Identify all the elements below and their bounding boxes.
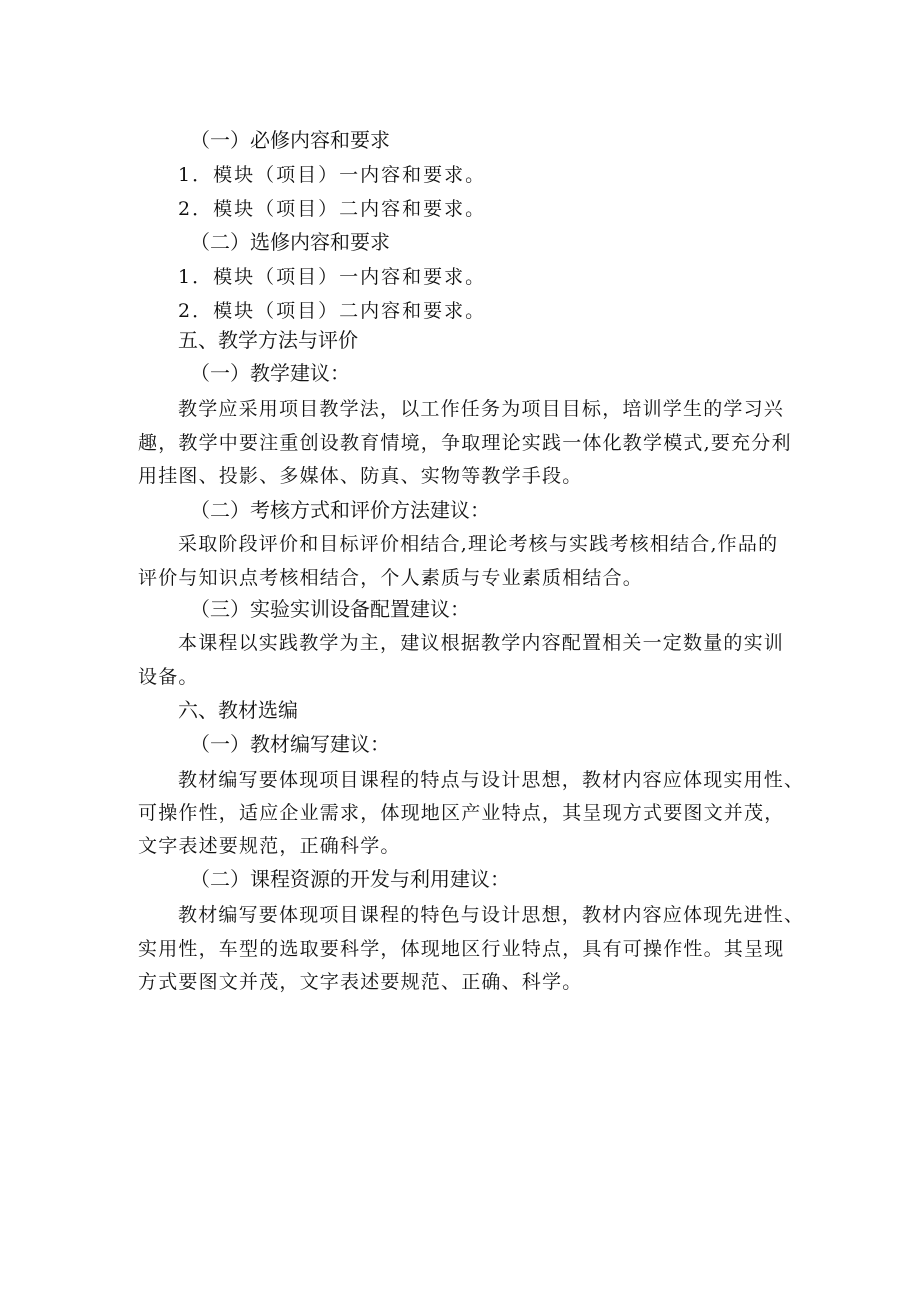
elective-module-item-2: 2．模块（项目）二内容和要求。	[178, 300, 487, 322]
section-heading-teaching-methods: 五、教学方法与评价	[178, 328, 358, 352]
paragraph-line: 教材编写要体现项目课程的特色与设计思想，教材内容应体现先进性、	[178, 904, 805, 926]
paragraph-line: 本课程以实践教学为主，建议根据教学内容配置相关一定数量的实训	[178, 632, 785, 654]
paragraph-line: 设备。	[138, 666, 199, 688]
required-module-item-2: 2．模块（项目）二内容和要求。	[178, 198, 487, 220]
paragraph-line: 用挂图、投影、多媒体、防真、实物等教学手段。	[138, 465, 583, 487]
subheading-assessment-suggestions: （二）考核方式和评价方法建议：	[190, 498, 490, 522]
paragraph-line: 文字表述要规范，正确科学。	[138, 835, 401, 857]
section-heading-textbook-selection: 六、教材选编	[178, 698, 298, 722]
paragraph-line: 趣，教学中要注重创设教育情境，争取理论实践一体化教学模式,要充分利	[138, 432, 792, 454]
paragraph-line: 采取阶段评价和目标评价相结合,理论考核与实践考核相结合,作品的	[178, 533, 779, 555]
paragraph-line: 教材编写要体现项目课程的特点与设计思想，教材内容应体现实用性、	[178, 769, 805, 791]
subheading-required-content: （一）必修内容和要求	[190, 128, 390, 152]
paragraph-line: 实用性，车型的选取要科学，体现地区行业特点，具有可操作性。其呈现	[138, 938, 785, 960]
paragraph-line: 方式要图文并茂，文字表述要规范、正确、科学。	[138, 971, 583, 993]
elective-module-item-1: 1．模块（项目）一内容和要求。	[178, 266, 487, 288]
required-module-item-1: 1．模块（项目）一内容和要求。	[178, 164, 487, 186]
subheading-textbook-writing: （一）教材编写建议：	[190, 732, 390, 756]
subheading-teaching-suggestions: （一）教学建议：	[190, 361, 350, 385]
paragraph-line: 评价与知识点考核相结合，个人素质与专业素质相结合。	[138, 567, 644, 589]
paragraph-line: 可操作性，适应企业需求，体现地区产业特点，其呈现方式要图文并茂，	[138, 802, 785, 824]
subheading-course-resources: （二）课程资源的开发与利用建议：	[190, 867, 510, 891]
subheading-elective-content: （二）选修内容和要求	[190, 230, 390, 254]
paragraph-line: 教学应采用项目教学法，以工作任务为项目目标，培训学生的学习兴	[178, 398, 785, 420]
subheading-equipment-suggestions: （三）实验实训设备配置建议：	[190, 597, 470, 621]
